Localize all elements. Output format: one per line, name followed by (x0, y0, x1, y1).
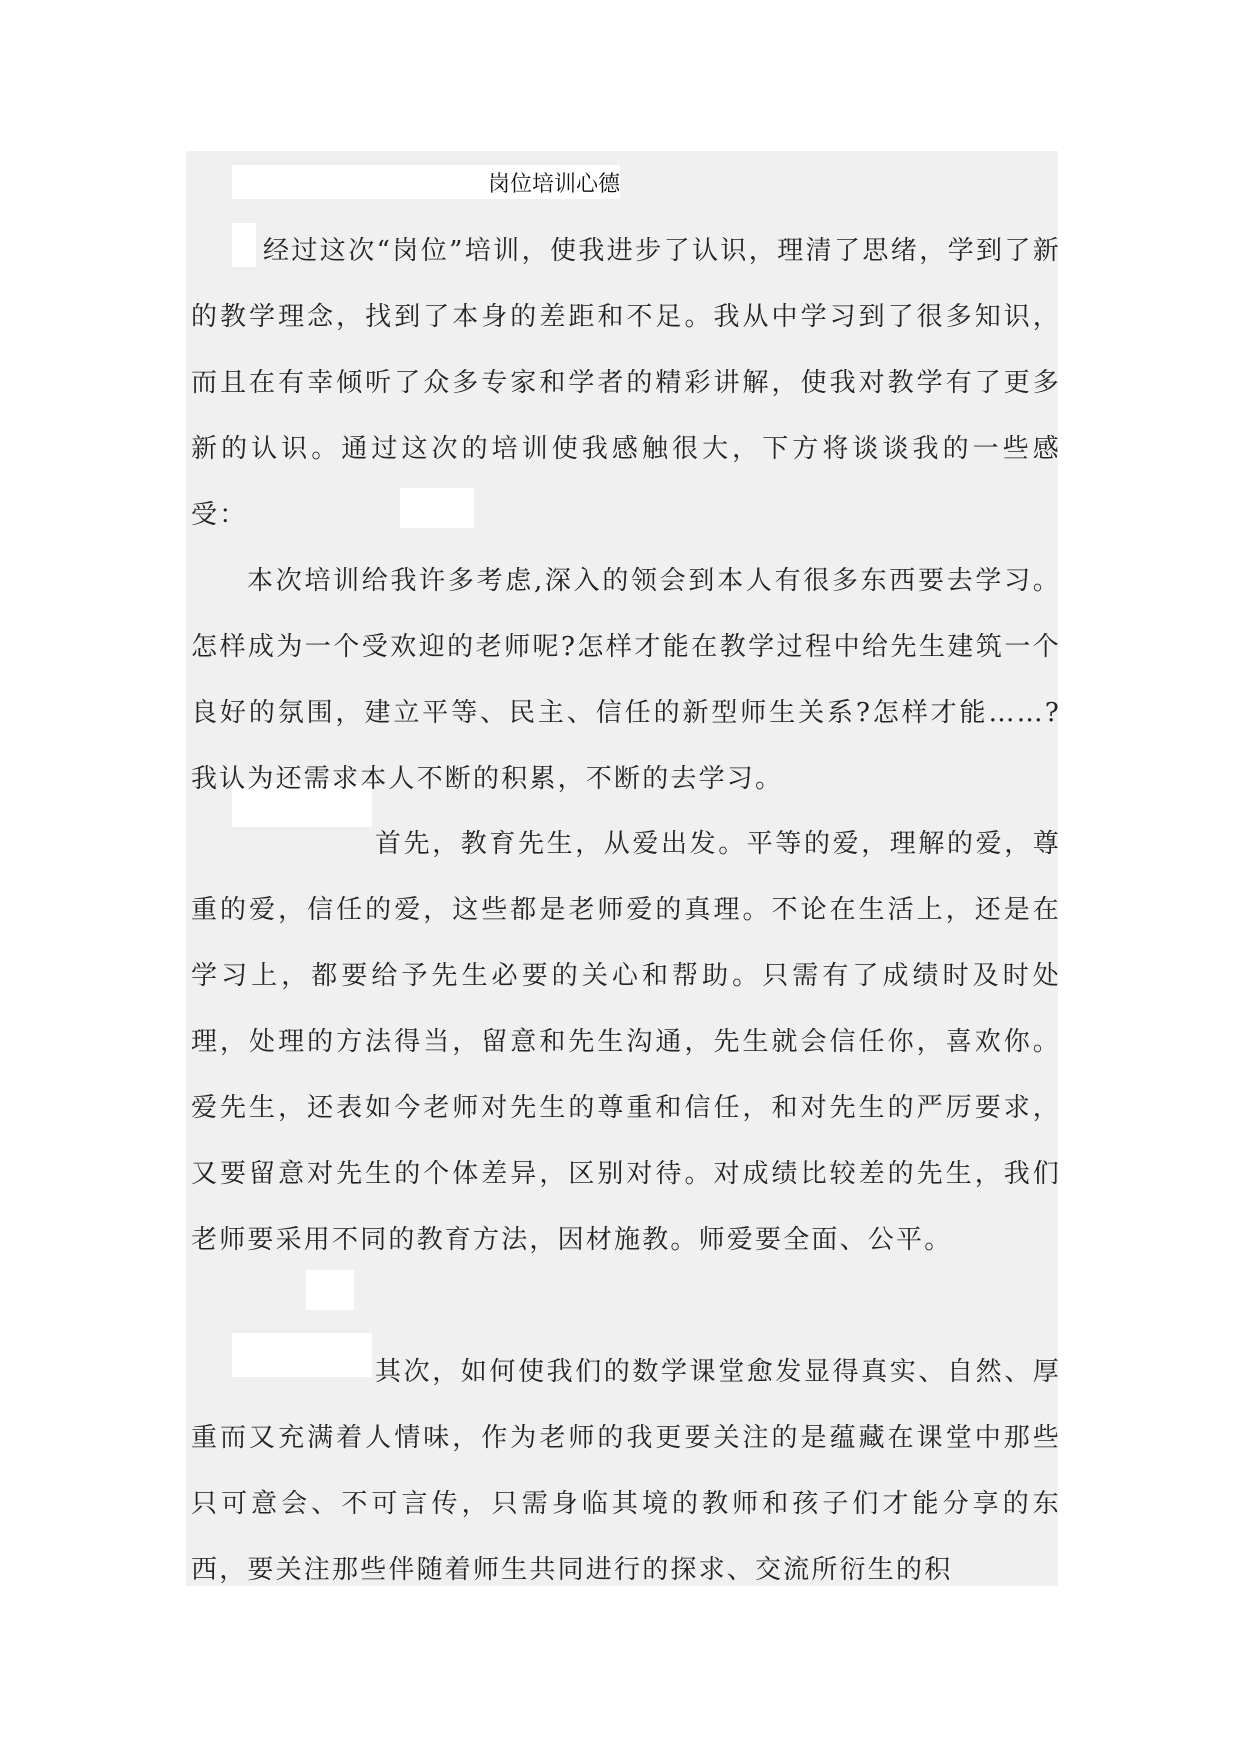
document-title: 岗位培训心德 (488, 172, 621, 197)
paragraph-2: 本次培训给我许多考虑,深入的领会到本人有很多东西要去学习。怎样成为一个受欢迎的老师呢?怎样才能在教学过程中给先生建筑一个良好的氛围，建立平等、民主、信任的新型师生关系?怎样才能……?我认为还需求本人不断的积累，不断的去学习。 (191, 566, 1061, 794)
paragraph-4: 其次，如何使我们的数学课堂愈发显得真实、自然、厚重而又充满着人情味，作为老师的我更要关注的是蕴藏在课堂中那些只可意会、不可言传，只需身临其境的教师和孩子们才能分享的东西，要关注那些伴随着师生共同进行的探求、交流所衍生的积 (191, 1357, 1061, 1585)
paragraph-3: 首先，教育先生，从爱出发。平等的爱，理解的爱，尊重的爱，信任的爱，这些都是老师爱的真理。不论在生活上，还是在学习上，都要给予先生必要的关心和帮助。只需有了成绩时及时处理，处理的方法得当，留意和先生沟通，先生就会信任你，喜欢你。爱先生，还表如今老师对先生的尊重和信任，和对先生的严厉要求，又要留意对先生的个体差异，区别对待。对成绩比较差的先生，我们老师要采用不同的教育方法，因材施教。师爱要全面、公平。 (191, 829, 1061, 1255)
paragraph-1: 经过这次“岗位”培训，使我进步了认识，理清了思绪，学到了新的教学理念，找到了本身的差距和不足。我从中学习到了很多知识，而且在有幸倾听了众多专家和学者的精彩讲解，使我对教学有了更多新的认识。通过这次的培训使我感触很大，下方将谈谈我的一些感受： (191, 236, 1061, 530)
line-highlight (306, 1270, 354, 1310)
